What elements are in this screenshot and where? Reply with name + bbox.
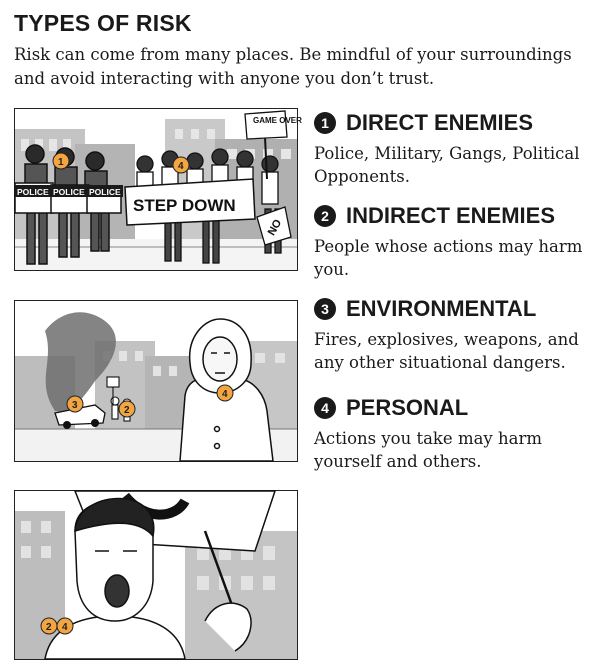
svg-text:4: 4 — [178, 161, 184, 172]
banner-text: STEP DOWN — [133, 196, 236, 215]
number-badge: 3 — [314, 298, 336, 320]
number-badge: 2 — [314, 205, 336, 227]
intro-paragraph: Risk can come from many places. Be mindful of your surroundings and avoid interacting with anyone you don’t trust. — [14, 45, 572, 88]
risk-description: Fires, explosives, weapons, and any other situational dangers. — [314, 330, 579, 372]
risk-title: INDIRECT ENEMIES — [346, 203, 556, 228]
police-shield-labels — [15, 185, 123, 197]
sign-top-text: GAME OVER — [253, 116, 302, 125]
risk-title: ENVIRONMENTAL — [346, 296, 537, 321]
svg-text:4: 4 — [222, 389, 228, 400]
risk-environmental — [314, 296, 594, 374]
svg-text:2: 2 — [124, 405, 130, 416]
number-badge: 1 — [314, 112, 336, 134]
risk-description: Actions you take may harm yourself and others. — [314, 429, 542, 471]
illustration-fire-scene — [14, 300, 298, 462]
page-title: TYPES OF RISK — [14, 10, 192, 36]
risk-personal — [314, 395, 594, 473]
shield-label-3: POLICE — [89, 187, 121, 197]
risk-title: PERSONAL — [346, 395, 469, 420]
marker-3 — [67, 396, 83, 412]
risk-indirect-enemies — [314, 203, 594, 281]
risk-description: People whose actions may harm you. — [314, 237, 583, 279]
marker-2 — [119, 401, 135, 417]
shield-label-2: POLICE — [53, 187, 85, 197]
marker-1 — [53, 153, 69, 169]
risk-description: Police, Military, Gangs, Political Opponents. — [314, 144, 580, 186]
illustration-protest — [14, 108, 302, 271]
svg-text:2: 2 — [46, 622, 52, 633]
marker-4b — [217, 385, 233, 401]
svg-text:3: 3 — [72, 400, 78, 411]
svg-text:4: 4 — [62, 622, 68, 633]
sign-side-text: NO — [265, 217, 285, 238]
risk-direct-enemies — [314, 110, 594, 188]
marker-4c — [57, 618, 73, 634]
shield-label-1: POLICE — [17, 187, 49, 197]
step-down-banner — [125, 179, 255, 225]
number-badge: 4 — [314, 397, 336, 419]
marker-2b — [41, 618, 57, 634]
risk-title: DIRECT ENEMIES — [346, 110, 534, 135]
illustration-shouting-man — [14, 490, 298, 660]
svg-text:1: 1 — [58, 157, 64, 168]
marker-4 — [173, 157, 189, 173]
